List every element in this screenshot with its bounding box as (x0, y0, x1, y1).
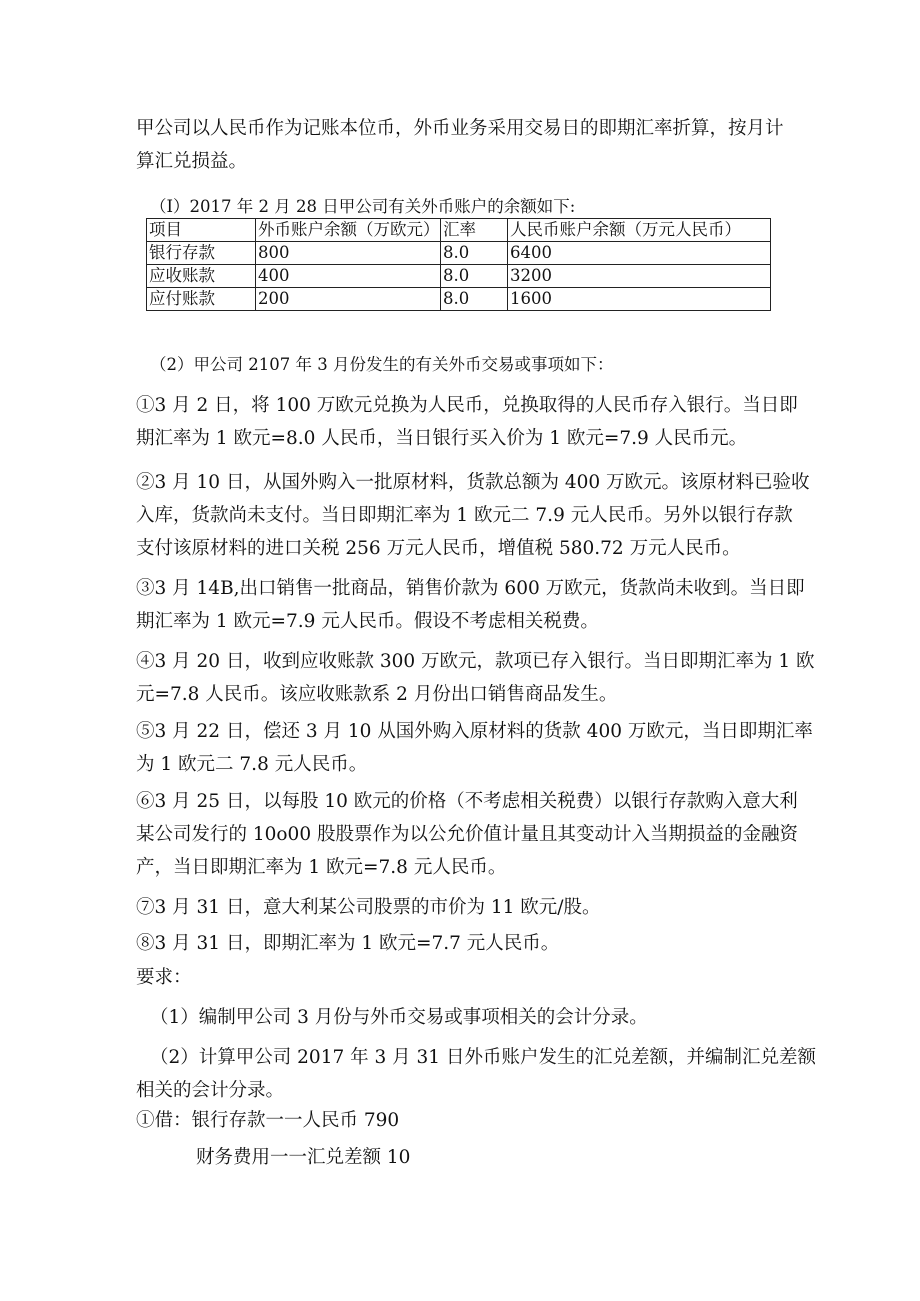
item-5-line-2: 为 1 欧元二 7.8 元人民币。 (136, 754, 368, 775)
table-header-cell: 外币账户余额（万欧元） (256, 219, 441, 242)
table-cell: 3200 (508, 265, 771, 288)
item-3-line-2: 期汇率为 1 欧元=7.9 元人民币。假设不考虑相关税费。 (136, 611, 599, 632)
item-6-line-3: 产，当日即期汇率为 1 欧元=7.8 元人民币。 (136, 857, 507, 878)
requirement-2-line-2: 相关的会计分录。 (136, 1080, 285, 1101)
table-row (147, 288, 771, 311)
table-row (147, 265, 771, 288)
table-cell: 应付账款 (147, 288, 256, 311)
table-header-cell: 人民币账户余额（万元人民币） (508, 219, 771, 242)
requirement-2-line-1: （2）计算甲公司 2017 年 3 月 31 日外币账户发生的汇兑差额，并编制汇兑差额 (150, 1047, 816, 1068)
table-cell: 银行存款 (147, 242, 256, 265)
item-1-line-2: 期汇率为 1 欧元=8.0 人民币，当日银行买入价为 1 欧元=7.9 人民币元。 (136, 428, 748, 449)
item-4-line-1: ④3 月 20 日，收到应收账款 300 万欧元，款项已存入银行。当日即期汇率为 1 欧 (136, 651, 815, 672)
table-cell: 800 (256, 242, 441, 265)
intro-line-2: 算汇兑损益。 (136, 151, 248, 172)
table-cell: 400 (256, 265, 441, 288)
item-1-line-1: ①3 月 2 日，将 100 万欧元兑换为人民币，兑换取得的人民币存入银行。当日即 (136, 395, 798, 416)
section1-title: （I）2017 年 2 月 28 日甲公司有关外币账户的余额如下: (150, 197, 576, 216)
item-4-line-2: 元=7.8 人民币。该应收账款系 2 月份出口销售商品发生。 (136, 684, 618, 705)
item-6-line-2: 某公司发行的 10o00 股股票作为以公允价值计量且其变动计入当期损益的金融资 (136, 824, 798, 845)
table-header-cell: 汇率 (441, 219, 508, 242)
item-2-line-3: 支付该原材料的进口关税 256 万元人民币，增值税 580.72 万元人民币。 (136, 538, 741, 559)
requirements-title: 要求： (136, 967, 192, 988)
item-5-line-1: ⑤3 月 22 日，偿还 3 月 10 从国外购入原材料的货款 400 万欧元，当日即期汇率 (136, 721, 813, 742)
answer-1-line-1: ①借：银行存款一一人民币 790 (136, 1110, 400, 1131)
table-header-cell: 项目 (147, 219, 256, 242)
requirement-1: （1）编制甲公司 3 月份与外币交易或事项相关的会计分录。 (150, 1007, 648, 1028)
table-cell: 8.0 (441, 242, 508, 265)
balance-table (146, 218, 771, 311)
item-7-line-1: ⑦3 月 31 日，意大利某公司股票的市价为 11 欧元/股。 (136, 897, 601, 918)
table-cell: 应收账款 (147, 265, 256, 288)
table-cell: 1600 (508, 288, 771, 311)
table-cell: 8.0 (441, 288, 508, 311)
item-2-line-1: ②3 月 10 日，从国外购入一批原材料，货款总额为 400 万欧元。该原材料已验收 (136, 472, 810, 493)
table-cell: 6400 (508, 242, 771, 265)
table-cell: 200 (256, 288, 441, 311)
table-cell: 8.0 (441, 265, 508, 288)
table-header-row (147, 219, 771, 242)
item-6-line-1: ⑥3 月 25 日，以每股 10 欧元的价格（不考虑相关税费）以银行存款购入意大利 (136, 791, 798, 812)
item-8-line-1: ⑧3 月 31 日，即期汇率为 1 欧元=7.7 元人民币。 (136, 933, 560, 954)
item-3-line-1: ③3 月 14B,出口销售一批商品，销售价款为 600 万欧元，货款尚未收到。当日即 (136, 578, 805, 599)
table-row (147, 242, 771, 265)
intro-line-1: 甲公司以人民币作为记账本位币，外币业务采用交易日的即期汇率折算，按月计 (136, 118, 784, 139)
answer-1-line-2: 财务费用一一汇兑差额 10 (196, 1147, 411, 1168)
section2-title: （2）甲公司 2107 年 3 月份发生的有关外币交易或事项如下： (150, 355, 614, 374)
item-2-line-2: 入库，货款尚未支付。当日即期汇率为 1 欧元二 7.9 元人民币。另外以银行存款 (136, 505, 793, 526)
